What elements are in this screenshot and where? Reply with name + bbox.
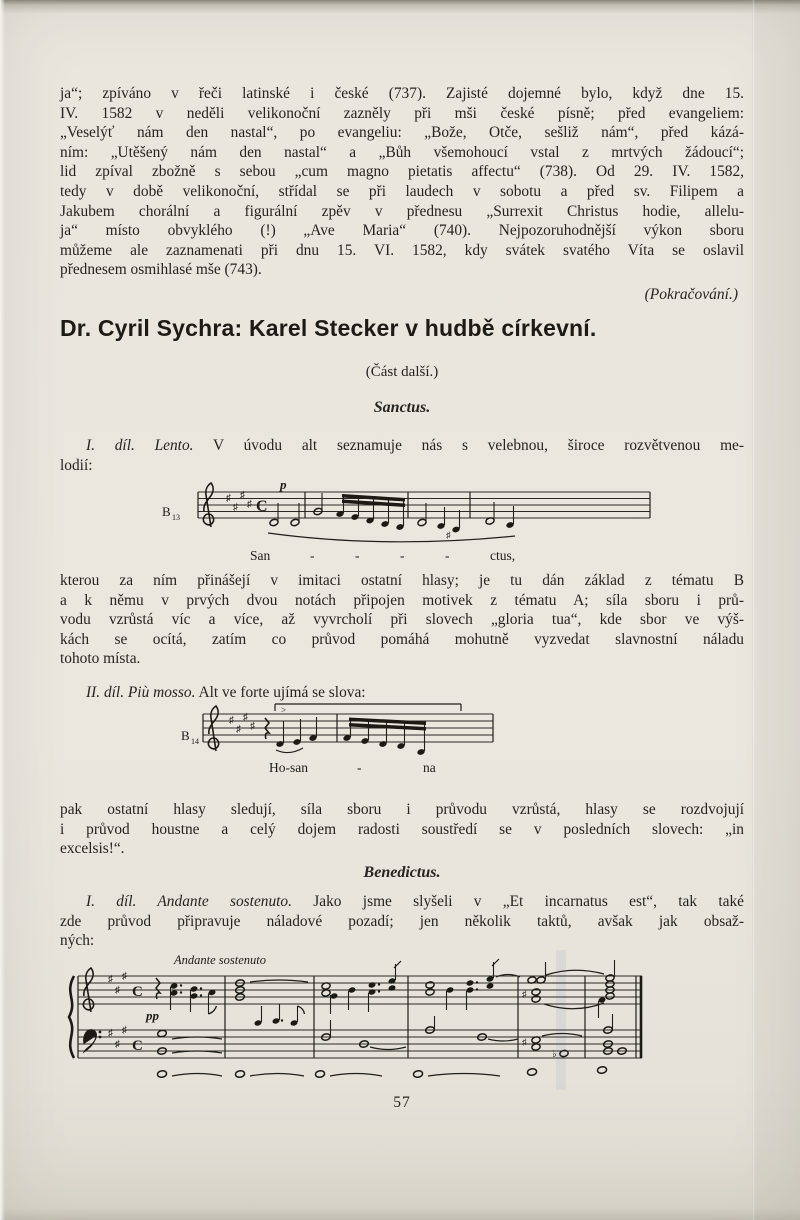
music-example-1-svg <box>150 481 665 573</box>
paragraph-line: lodií: <box>60 456 93 474</box>
paragraph-line <box>60 892 744 912</box>
kterou-paragraph <box>60 571 744 669</box>
notes-measure-1 <box>269 503 300 527</box>
dynamic-marking: p <box>280 481 287 492</box>
lyric-dash: - <box>310 548 315 563</box>
svg-text:♯: ♯ <box>522 1037 527 1047</box>
music-example-3 <box>62 952 754 1097</box>
treble-measure-4 <box>425 959 520 1010</box>
bass-measure-3 <box>321 1020 406 1050</box>
lyrics <box>250 548 515 563</box>
notes-group-1 <box>276 717 318 748</box>
svg-text:♯: ♯ <box>233 502 238 513</box>
svg-text:♯: ♯ <box>122 1025 127 1036</box>
example-label-number: 14 <box>191 737 199 746</box>
treble-measure-3 <box>321 961 401 1014</box>
paragraph-line: tohoto místa. <box>60 650 141 668</box>
pak-paragraph <box>60 800 744 859</box>
svg-text:♯: ♯ <box>108 974 113 985</box>
paragraph-line: přednesem osmihlasé mše (743). <box>60 261 262 279</box>
lyric-dash: - <box>400 548 405 563</box>
system-brace <box>69 976 74 1058</box>
music-example-2 <box>175 698 520 798</box>
lento-paragraph <box>60 436 744 475</box>
dynamic-marking: pp <box>146 1008 159 1023</box>
time-signature-treble: C <box>132 984 143 1000</box>
bass-measure-2 <box>254 1004 305 1027</box>
movement-label: II. díl. Più mosso. <box>86 684 196 701</box>
benedictus-paragraph <box>60 892 744 951</box>
svg-text:♯: ♯ <box>240 490 245 501</box>
paragraph-line: lid zpíval zbožně s sebou „cum magno pietatis affectu“ (738). Od 29. IV. 1582, <box>60 163 744 181</box>
svg-text:♯: ♯ <box>522 989 527 999</box>
paragraph-line: a k němu v prvých dvou notách připojen motivek z tématu A; síla sboru i prů- <box>60 591 744 609</box>
bass-clef-glyph <box>84 1030 102 1052</box>
svg-text:♯: ♯ <box>115 1039 120 1050</box>
svg-text:♯: ♯ <box>108 1028 113 1039</box>
accidental-sharp: ♯ <box>446 530 451 540</box>
part-note: (Část další.) <box>365 364 439 380</box>
tempo-marking: Andante sostenuto <box>174 953 267 967</box>
key-signature-sharps <box>226 490 252 513</box>
page-edge-shade <box>755 0 800 1220</box>
music-example-1 <box>150 481 665 578</box>
time-signature: C <box>256 498 268 515</box>
paragraph-line: kterou za ním přinášejí v imitaci ostatní hlasy; je tu dán základ z tématu B <box>60 572 744 589</box>
svg-text:♯: ♯ <box>229 715 234 726</box>
paragraph-line: ním: „Utěšený nám den nastal“ a „Bůh všemohoucí vstal z mrtvých žádoucí“; <box>60 143 744 161</box>
paragraph-line: i průvod houstne a celý dojem radosti soustředí se v posledních slovech: „in <box>60 820 744 838</box>
movement-label: I. díl. Andante sostenuto. <box>86 893 292 910</box>
page-number: 57 <box>393 1094 411 1111</box>
section-title-benedictus: Benedictus. <box>363 864 441 881</box>
lyric-dash: - <box>357 760 362 775</box>
svg-text:♯: ♯ <box>250 721 255 732</box>
pedal-notes <box>157 1066 607 1078</box>
intro-paragraph <box>60 84 744 280</box>
notes-group-2 <box>343 718 426 756</box>
paragraph-line: zde průvod připravuje náladové pozadí; jen několik taktů, avšak jak obsaž- <box>60 912 744 930</box>
paragraph-line: ja“ místo obvyklého (!) „Ave Maria“ (740). Nejpozoruhodnější výkon sboru <box>60 222 744 240</box>
example-label: B <box>162 504 171 519</box>
paragraph-line: Jakubem chorální a figurální zpěv v přednesu „Surrexit Christus hodie, allelu- <box>60 202 744 220</box>
paragraph-line: pak ostatní hlasy sledují, síla sboru i průvodu vzrůstá, hlasy se rozdvojují <box>60 801 744 818</box>
lyric-dash: - <box>355 548 360 563</box>
treble-measure-6 <box>598 960 615 1018</box>
phrase-slur <box>268 533 515 542</box>
treble-clef-glyph <box>208 706 218 751</box>
notes-measure-3 <box>417 503 460 540</box>
lyric-syllable: San <box>250 548 271 563</box>
paragraph-line: „Veselýť nám den nastal“, po evangeliu: „Bože, Otče, sešliž nám“, před kázá- <box>60 124 744 142</box>
svg-text:♯: ♯ <box>115 985 120 996</box>
svg-text:♯: ♯ <box>226 493 231 504</box>
paragraph-text: V úvodu alt seznamuje nás s velebnou, široce rozvětvenou me- <box>193 437 744 454</box>
paragraph-line: ja“; zpíváno v řeči latinské i české (737). Zajisté dojemné bylo, když dne 15. <box>60 85 744 102</box>
example-label: B <box>181 728 190 743</box>
paragraph-line: IV. 1582 v neděli velikonoční zazněly při mši české písně; před evangeliem: <box>60 104 744 122</box>
lyric-syllable: ctus, <box>490 548 516 563</box>
paragraph-line: excelsis!“. <box>60 840 125 858</box>
time-signature-bass: C <box>132 1038 143 1054</box>
notes-measure-4 <box>485 502 514 529</box>
paragraph-line <box>60 436 744 456</box>
treble-measure-5 <box>522 962 604 1009</box>
lyrics <box>269 760 436 775</box>
paragraph-text: Alt ve forte ujímá se slova: <box>195 684 366 701</box>
paragraph-text: Jako jsme slyšeli v „Et incarnatus est“, tak také <box>291 893 744 910</box>
music-example-2-svg <box>175 698 520 793</box>
lyric-syllable: na <box>423 760 436 775</box>
example-label-number: 13 <box>172 513 180 522</box>
bass-measure-6 <box>603 1014 627 1055</box>
syllable-slur <box>276 748 303 753</box>
paragraph-line: můžeme ale zaznamenati při dnu 15. VI. 1582, kdy svátek svatého Víta se oslavil <box>60 241 744 259</box>
svg-text:♯: ♯ <box>236 724 241 735</box>
accidental-flat: ♭ <box>552 1049 557 1060</box>
phrase-bracket <box>275 704 461 711</box>
svg-text:♯: ♯ <box>122 971 127 982</box>
paragraph-line: ných: <box>60 932 95 950</box>
music-example-3-svg <box>62 952 754 1092</box>
bass-measure-5 <box>522 1034 582 1061</box>
paragraph-line: kách se ocítá, zatím co průvod pomáhá mohutně vyzvedat slavnostní náladu <box>60 630 744 648</box>
lyric-syllable: Ho-san <box>269 760 308 775</box>
paragraph-line: vodu vzrůstá víc a více, až vyvrcholí při slovech „gloria tua“, kde sbor ve výš- <box>60 611 744 629</box>
key-signature-sharps <box>229 712 255 735</box>
svg-text:♯: ♯ <box>247 499 252 510</box>
treble-staff-lines <box>78 976 642 1004</box>
accent-mark: > <box>281 705 287 715</box>
lyric-dash: - <box>445 548 450 563</box>
section-title-sanctus: Sanctus. <box>373 399 431 416</box>
article-heading: Dr. Cyril Sychra: Karel Stecker v hudbě církevní. <box>60 315 597 341</box>
paragraph-line: tedy v době velikonoční, střídal se při laudech v sobotu a před sv. Filipem a <box>60 182 744 200</box>
movement-label: I. díl. Lento. <box>86 437 194 454</box>
continuation-note: (Pokračování.) <box>644 286 738 303</box>
svg-text:♯: ♯ <box>243 712 248 723</box>
